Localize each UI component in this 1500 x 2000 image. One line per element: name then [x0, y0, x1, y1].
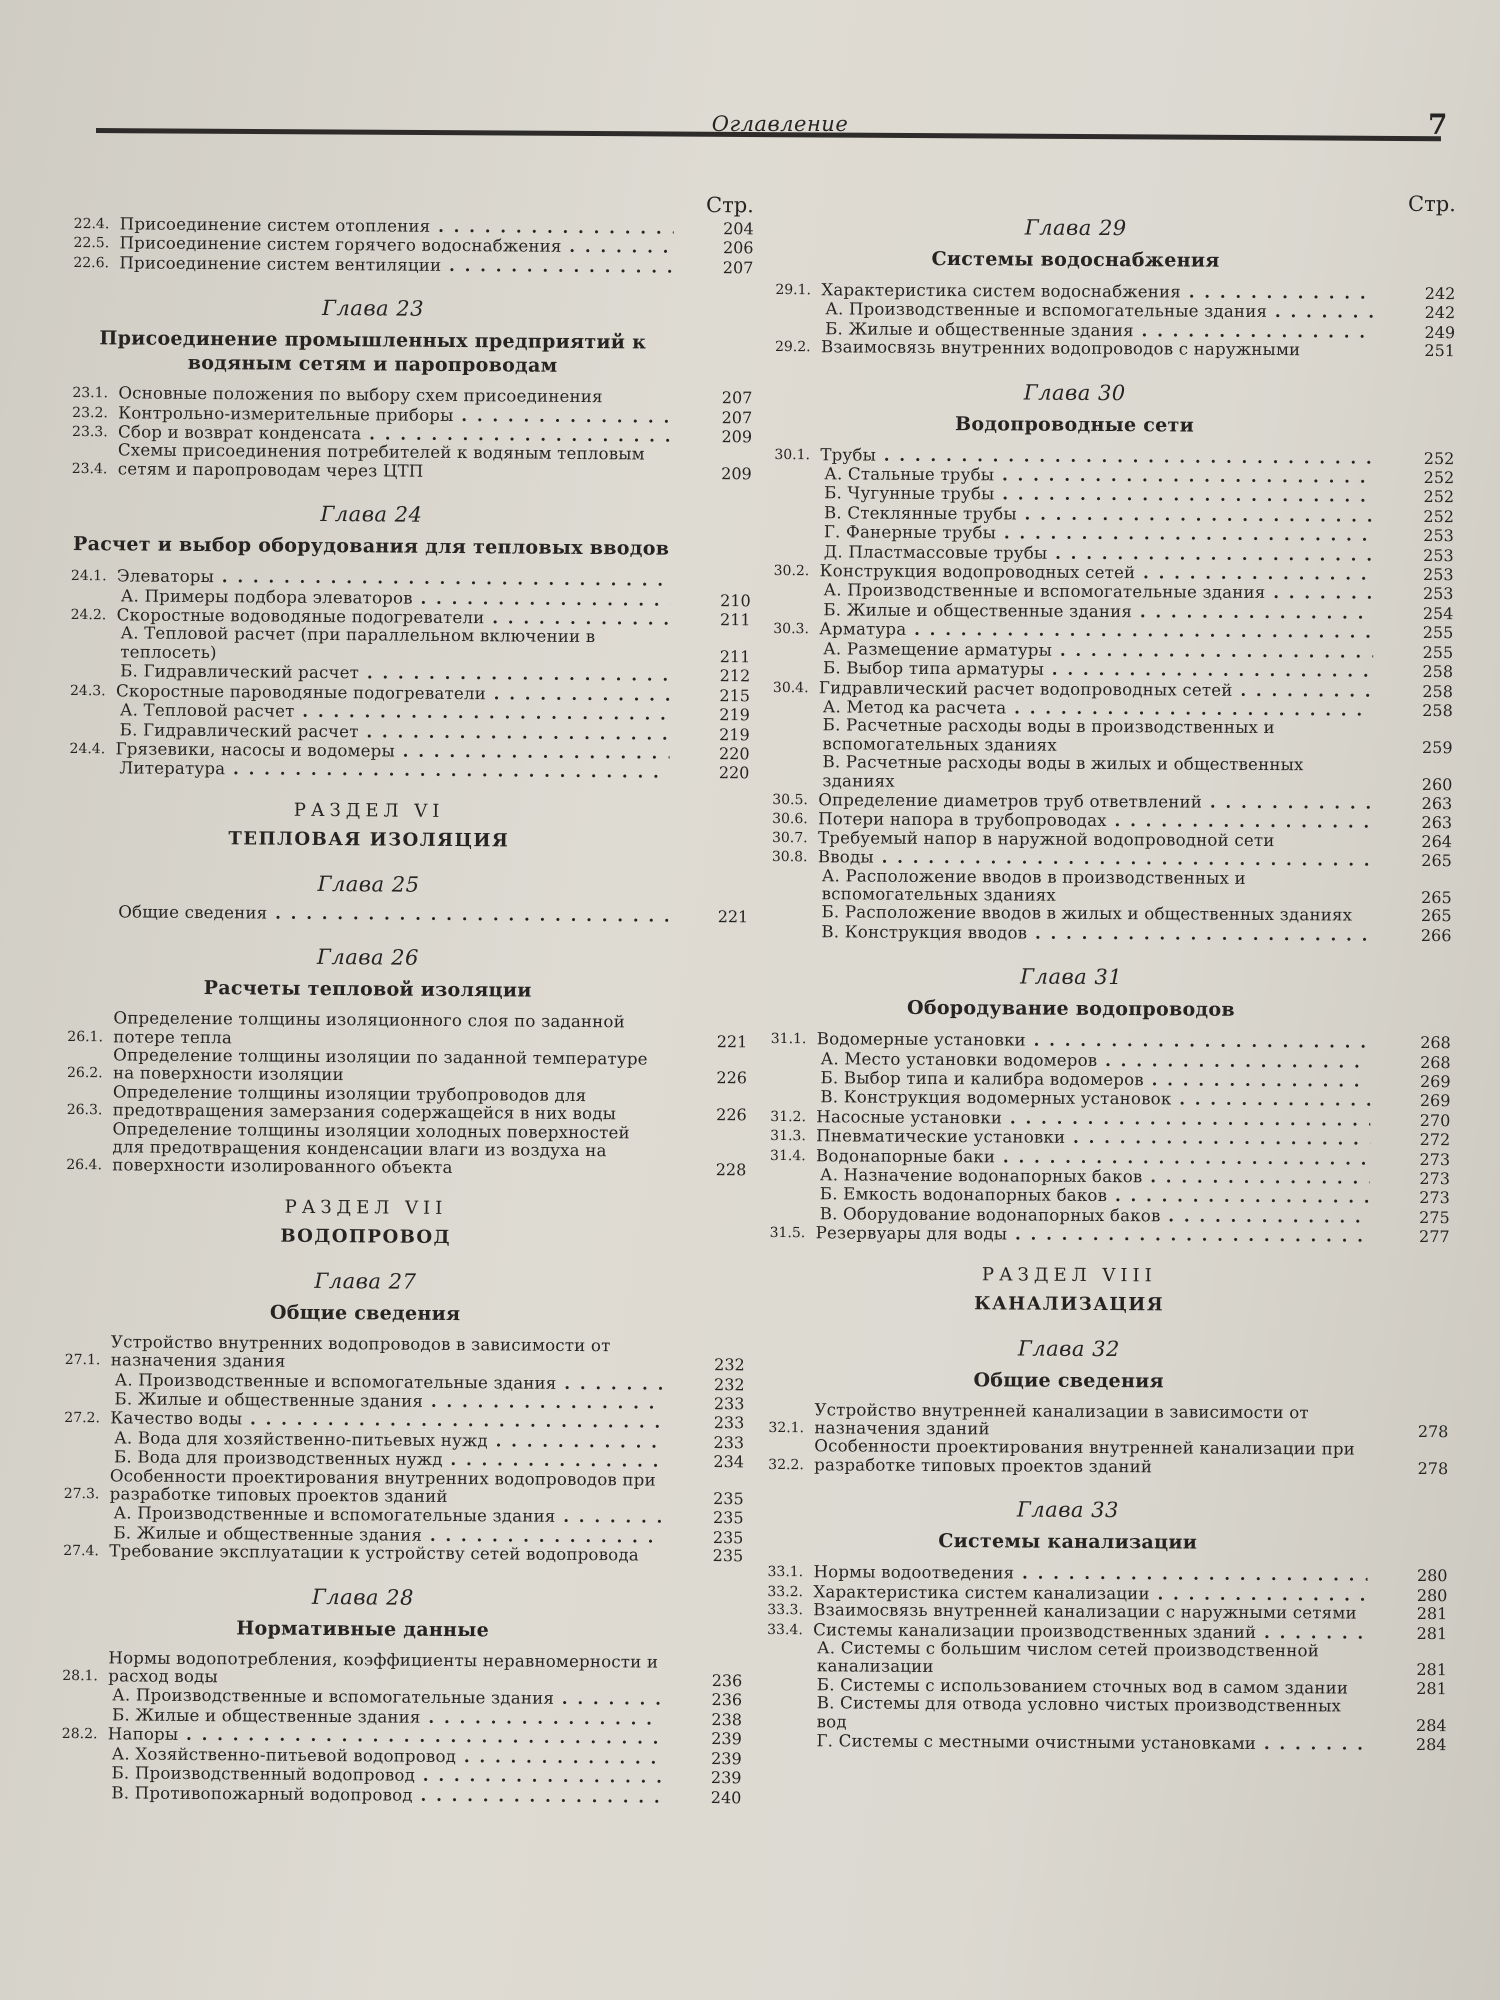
page-column-header: Стр.	[705, 192, 754, 218]
toc-entry-page: 273	[1419, 1168, 1451, 1189]
toc-entry-number: 28.1.	[62, 1668, 98, 1685]
toc-entry-title: В. Конструкция водомерных установок . . .	[820, 1088, 1370, 1111]
toc-entry-title: Присоединение систем вентиляции . . .	[119, 253, 673, 277]
toc-entry	[770, 1223, 1450, 1247]
toc-entry-title: Б. Выбор типа арматуры . . .	[823, 658, 1373, 681]
chapter-33-heading: Глава 33	[1016, 1497, 1119, 1523]
toc-entry-number: 33.4.	[767, 1621, 803, 1638]
toc-entry-page: 263	[1421, 793, 1453, 814]
toc-group-ch28	[61, 1649, 742, 1808]
toc-entry-title: Присоединение систем отопления . . .	[120, 214, 674, 238]
chapter-29-heading: Глава 29	[1024, 215, 1127, 241]
running-head: Оглавление	[711, 112, 849, 136]
toc-entry	[65, 1333, 745, 1375]
toc-entry-title: Качество воды . . .	[110, 1409, 664, 1433]
toc-entry-page: 221	[717, 906, 749, 927]
toc-entry-page: 284	[1416, 1715, 1447, 1735]
toc-entry-number: 28.2.	[61, 1726, 98, 1743]
toc-entry	[66, 1120, 746, 1181]
toc-entry-page: 253	[1423, 545, 1454, 565]
toc-entry-number: 30.4.	[772, 679, 809, 696]
toc-entry-page: 269	[1419, 1071, 1451, 1092]
toc-entry-title: Устройство внутренних водопроводов в зависимости от назначения здания	[110, 1332, 611, 1371]
toc-entry-title: В. Конструкция вводов . . .	[821, 922, 1371, 945]
toc-entry-page: 265	[1420, 906, 1452, 926]
toc-entry	[775, 338, 1455, 361]
toc-entry-page: 252	[1423, 467, 1455, 488]
toc-entry-number: 24.2.	[70, 607, 107, 624]
toc-entry-page: 259	[1421, 737, 1453, 757]
chapter-31-heading: Глава 31	[1020, 964, 1123, 990]
section-6-title: ТЕПЛОВАЯ ИЗОЛЯЦИЯ	[228, 827, 510, 852]
toc-entry-page: 253	[1423, 565, 1454, 585]
toc-entry-title: В. Стеклянные трубы . . .	[824, 503, 1374, 526]
toc-group-ch22	[73, 214, 753, 278]
toc-entry-title: Пневматические установки . . .	[816, 1126, 1370, 1149]
toc-entry	[62, 1649, 742, 1691]
toc-entry-page: 272	[1419, 1130, 1451, 1150]
toc-entry-title: Устройство внутренней канализации в зависимости от назначения зданий	[814, 1399, 1309, 1439]
toc-entry-title: Б. Системы с использованием сточных вод в самом здании	[816, 1674, 1349, 1698]
toc-group-ch26	[66, 1009, 747, 1180]
chapter-32-title: Общие сведения	[973, 1368, 1164, 1393]
toc-entry-page: 273	[1419, 1188, 1450, 1208]
toc-entry-page: 210	[720, 590, 751, 610]
toc-entry-page: 249	[1424, 322, 1456, 342]
toc-entry-number: 32.1.	[768, 1420, 805, 1437]
toc-entry-title: А. Тепловой расчет . . .	[120, 700, 670, 724]
toc-entry-page: 211	[719, 610, 751, 630]
chapter-28-title: Нормативные данные	[236, 1616, 490, 1641]
toc-entry-page: 207	[721, 388, 753, 408]
section-8-heading: РАЗДЕЛ VIII	[981, 1263, 1157, 1287]
toc-entry-title: А. Системы с большим числом сетей производственной канализации	[816, 1638, 1320, 1677]
toc-entry-title: Литература . . .	[119, 759, 669, 783]
toc-entry-number: 26.3.	[66, 1102, 103, 1119]
toc-group-ch27	[63, 1333, 745, 1566]
toc-entry	[772, 753, 1452, 794]
chapter-33-title: Системы канализации	[938, 1530, 1198, 1554]
toc-entry-number: 31.5.	[769, 1225, 806, 1242]
toc-entry-page: 284	[1415, 1734, 1447, 1755]
toc-entry-page: 260	[1421, 774, 1453, 794]
toc-entry-page: 281	[1416, 1623, 1448, 1643]
toc-entry-title: Напоры . . .	[108, 1725, 662, 1749]
chapter-23-heading: Глава 23	[321, 296, 425, 321]
toc-entry-number: 30.3.	[773, 621, 809, 638]
toc-entry-number: 27.1.	[64, 1352, 101, 1369]
toc-entry-page: 232	[714, 1355, 745, 1375]
toc-group-ch23	[72, 384, 753, 483]
toc-entry-page: 277	[1418, 1227, 1450, 1247]
toc-entry-title: Арматура . . .	[819, 620, 1373, 643]
toc-group-ch33	[766, 1562, 1447, 1754]
toc-entry-number: 26.1.	[67, 1028, 104, 1045]
toc-entry-page: 263	[1421, 813, 1453, 833]
toc-entry-title: Водонапорные баки . . .	[816, 1146, 1370, 1169]
toc-entry-title: Нормы водоотведения . . .	[813, 1563, 1367, 1586]
toc-entry-page: 273	[1419, 1149, 1451, 1169]
toc-entry	[768, 1401, 1448, 1442]
toc-entry-page: 235	[713, 1489, 744, 1509]
toc-entry-title: А. Хозяйственно-питьевой водопровод . . .	[112, 1744, 662, 1768]
toc-entry-page: 265	[1421, 887, 1452, 908]
toc-entry-title: А. Место установки водомеров . . .	[821, 1049, 1371, 1072]
chapter-23-title: Присоединение промышленных предприятий к водяным сетям и паропроводам	[99, 327, 647, 378]
toc-entry-title: А. Вода для хозяйственно-питьевых нужд . . .	[114, 1428, 664, 1452]
toc-entry-page: 232	[713, 1374, 745, 1394]
section-7-heading: РАЗДЕЛ VII	[284, 1196, 448, 1219]
toc-entry-page: 255	[1422, 642, 1454, 662]
chapter-27-title: Общие сведения	[269, 1301, 461, 1325]
toc-entry-page: 228	[715, 1160, 747, 1180]
toc-entry-title: Резервуары для воды . . .	[816, 1224, 1370, 1247]
toc-entry-title: В. Системы для отвода условно чистых производственных вод	[816, 1693, 1342, 1731]
toc-entry-page: 207	[721, 407, 753, 427]
section-7-title: ВОДОПРОВОД	[280, 1225, 452, 1248]
chapter-30-title: Водопроводные сети	[954, 412, 1195, 437]
toc-entry-number: 22.5.	[73, 235, 110, 252]
toc-entry-page: 254	[1422, 603, 1454, 624]
toc-entry	[766, 1731, 1446, 1755]
toc-entry-page: 236	[711, 1690, 743, 1710]
toc-entry-page: 233	[713, 1432, 745, 1453]
toc-entry	[768, 1437, 1448, 1478]
toc-entry-title: А. Примеры подбора элеваторов . . .	[121, 586, 671, 610]
toc-entry-page: 270	[1419, 1110, 1451, 1130]
chapter-31-title: Обородувание водопроводов	[906, 997, 1235, 1022]
chapter-29-title: Системы водоснабжения	[931, 247, 1220, 272]
toc-entry-number: 29.2.	[774, 339, 811, 356]
toc-entry-title: Нормы водопотребления, коэффициенты неравномерности и расход воды	[108, 1647, 659, 1687]
toc-entry	[73, 253, 753, 278]
toc-entry-title: Грязевики, насосы и водомеры . . .	[116, 739, 670, 763]
toc-entry-number: 30.5.	[772, 791, 808, 809]
toc-entry-title: А. Метод ка расчета . . .	[823, 697, 1373, 720]
page-column-header: Стр.	[1408, 191, 1456, 217]
toc-entry-page: 258	[1422, 700, 1453, 721]
toc-entry-page: 207	[722, 257, 754, 278]
toc-entry-page: 221	[716, 1031, 748, 1051]
toc-group-ch29	[775, 280, 1455, 361]
toc-entry-title: Определение толщины изоляции по заданной температуре на поверхности изоляции	[112, 1045, 648, 1085]
toc-group-ch30	[771, 445, 1454, 946]
toc-entry-title: Б. Жилые и общественные здания . . .	[825, 319, 1375, 342]
section-6-heading: РАЗДЕЛ VI	[293, 799, 445, 822]
toc-entry-title: А. Тепловой расчет (при параллельном включении в теплосеть)	[120, 623, 596, 663]
toc-entry-page: 251	[1424, 341, 1456, 361]
toc-entry-title: Б. Выбор типа и калибра водомеров . . .	[820, 1068, 1370, 1091]
toc-entry-title: Б. Расчетные расходы воды в производственных и вспомогательных зданиях	[822, 715, 1275, 755]
toc-entry-title: Характеристика систем водоснабжения . . .	[821, 280, 1375, 303]
toc-entry-title: Вводы . . .	[818, 847, 1372, 870]
chapter-24-title: Расчет и выбор оборудования для тепловых вводов	[73, 533, 670, 560]
toc-entry-title: В. Расчетные расходы воды в жилых и общественных зданиях	[822, 752, 1304, 791]
chapter-24-heading: Глава 24	[320, 502, 423, 527]
toc-entry-page: 234	[713, 1452, 745, 1472]
toc-entry-title: Контрольно-измерительные приборы . . .	[118, 403, 672, 427]
toc-entry-page: 253	[1423, 526, 1454, 546]
toc-entry-number: 31.4.	[770, 1147, 806, 1164]
toc-entry-title: Б. Емкость водонапорных баков . . .	[820, 1185, 1370, 1208]
toc-entry-page: 212	[719, 666, 751, 686]
chapter-30-heading: Глава 30	[1023, 380, 1126, 405]
toc-entry-number: 27.2.	[64, 1410, 101, 1427]
toc-entry-page: 281	[1416, 1660, 1448, 1680]
toc-entry-page: 255	[1422, 623, 1454, 643]
toc-entry-page: 278	[1417, 1422, 1449, 1442]
toc-entry-number: 30.6.	[772, 811, 808, 828]
toc-entry-page: 281	[1416, 1604, 1448, 1624]
toc-entry-title: А. Расположение вводов в производственных и вспомогательных зданиях	[821, 865, 1246, 905]
toc-entry-title: Б. Жилые и общественные здания . . .	[823, 600, 1373, 623]
chapter-25-heading: Глава 25	[317, 871, 420, 897]
toc-entry-page: 226	[716, 1105, 747, 1125]
toc-entry-page: 264	[1421, 831, 1453, 851]
toc-entry-title: Требование эксплуатации к устройству сетей водопровода	[109, 1541, 639, 1565]
toc-entry-title: Д. Пластмассовые трубы . . .	[824, 542, 1374, 565]
toc-entry-page: 239	[710, 1768, 742, 1788]
toc-entry-number: 23.4.	[71, 460, 108, 478]
toc-entry-title: Б. Чугунные трубы . . .	[824, 484, 1374, 507]
toc-entry-number: 31.3.	[770, 1128, 806, 1145]
toc-entry-number: 33.3.	[767, 1602, 803, 1619]
toc-entry-title: В. Противопожарный водопровод . . .	[111, 1783, 661, 1807]
toc-entry-title: А. Производственные и вспомогательные здания . . .	[825, 300, 1375, 323]
toc-entry	[767, 1694, 1447, 1735]
toc-entry-page: 233	[713, 1394, 745, 1414]
chapter-26-heading: Глава 26	[316, 945, 420, 970]
toc-entry-title: Скоростные водоводяные подогреватели . . .	[117, 605, 671, 629]
toc-entry-page: 269	[1419, 1091, 1451, 1111]
toc-entry-number: 23.3.	[72, 424, 108, 441]
chapter-32-heading: Глава 32	[1017, 1336, 1120, 1361]
toc-entry	[68, 902, 748, 927]
toc-entry-title: Характеристика систем канализации . . .	[813, 1582, 1367, 1605]
toc-entry-number: 31.1.	[770, 1031, 807, 1048]
toc-entry-title: Взаимосвязь внутренней канализации с наружными сетями	[813, 1600, 1357, 1623]
toc-entry	[67, 1083, 747, 1125]
toc-entry-page: 242	[1424, 303, 1456, 323]
toc-entry-page: 209	[721, 463, 752, 484]
toc-entry-page: 258	[1422, 662, 1454, 682]
toc-entry-number: 26.4.	[66, 1157, 102, 1174]
toc-entry-title: А. Производственные и вспомогательные здания . . .	[112, 1686, 662, 1710]
toc-entry-number: 33.1.	[767, 1564, 804, 1581]
toc-entry-page: 235	[712, 1527, 744, 1548]
left-column	[61, 186, 754, 1807]
toc-entry-number: 24.4.	[69, 740, 106, 758]
toc-entry-page: 215	[719, 685, 751, 706]
toc-entry-page: 268	[1420, 1033, 1451, 1053]
toc-entry-title: Б. Гидравлический расчет . . .	[120, 662, 670, 686]
toc-group-ch32	[768, 1401, 1448, 1479]
toc-entry-title: Определение толщины изоляции холодных поверхностей для предотвращения конденсации влаги из воздуха на поверхности изолированного объекта	[112, 1118, 630, 1178]
toc-entry-page: 220	[718, 763, 750, 783]
toc-entry	[64, 1467, 744, 1509]
toc-entry-page: 235	[712, 1546, 744, 1566]
toc-entry-number: 29.1.	[775, 281, 812, 299]
toc-entry-title: Б. Гидравлический расчет . . .	[120, 720, 670, 744]
toc-entry-title: Сбор и возврат конденсата . . .	[118, 422, 672, 446]
toc-entry-number: 32.2.	[768, 1456, 804, 1474]
toc-entry-page: 253	[1422, 584, 1454, 604]
toc-entry-title: Водомерные установки . . .	[817, 1029, 1371, 1052]
toc-entry-title: Определение толщины изоляции трубопроводов для предотвращения замерзания содержащейся в них воды	[112, 1082, 617, 1124]
toc-entry-title: Г. Фанерные трубы . . .	[824, 523, 1374, 546]
toc-entry-page: 252	[1423, 506, 1455, 526]
toc-entry-page: 278	[1417, 1458, 1449, 1479]
toc-entry-page: 220	[718, 743, 750, 764]
toc-entry-page: 206	[722, 238, 754, 258]
toc-entry-title: А. Стальные трубы . . .	[824, 464, 1374, 487]
toc-entry-page: 268	[1420, 1052, 1451, 1072]
toc-entry-title: Насосные установки . . .	[816, 1107, 1370, 1130]
toc-entry-page: 219	[719, 705, 750, 725]
toc-entry-title: Скоростные пароводяные подогреватели . . .	[116, 681, 670, 705]
right-column	[766, 186, 1456, 1754]
toc-entry	[70, 624, 750, 666]
section-8-title: КАНАЛИЗАЦИЯ	[974, 1292, 1165, 1316]
toc-entry-title: Взаимосвязь внутренних водопроводов с наружными	[820, 337, 1301, 360]
toc-entry-number: 30.7.	[771, 829, 808, 846]
toc-entry-page: 266	[1420, 925, 1452, 945]
toc-entry-page: 235	[712, 1508, 744, 1528]
toc-entry-title: А. Производственные и вспомогательные здания . . .	[115, 1370, 665, 1394]
toc-entry-title: А. Размещение арматуры . . .	[823, 639, 1373, 662]
toc-entry-page: 204	[723, 219, 754, 239]
toc-entry-title: Особенности проектирования внутренней канализации при разработке типовых проектов зданий	[814, 1436, 1356, 1477]
toc-entry-title: Б. Жилые и общественные здания . . .	[114, 1389, 664, 1413]
toc-entry-page: 211	[719, 646, 751, 667]
toc-entry-title: Б. Производственный водопровод . . .	[111, 1763, 661, 1787]
toc-entry-page: 239	[711, 1748, 742, 1768]
toc-entry	[773, 716, 1453, 757]
toc-entry-page: 242	[1424, 283, 1456, 304]
toc-entry-page: 280	[1416, 1585, 1448, 1605]
toc-entry-page: 252	[1423, 487, 1455, 507]
toc-entry-title: Элеваторы . . .	[117, 567, 671, 591]
toc-entry-title: Определение толщины изоляционного слоя по заданной потере тепла	[113, 1008, 626, 1047]
toc-entry-title: Определение диаметров труб ответвлений . . .	[818, 790, 1372, 813]
toc-entry-title: Общие сведения . . .	[118, 902, 668, 926]
toc-entry-number: 27.3.	[63, 1485, 100, 1503]
toc-entry-number: 23.1.	[72, 385, 109, 402]
toc-entry	[61, 1782, 741, 1807]
toc-group-ch25	[68, 902, 748, 927]
toc-entry-title: Б. Жилые и общественные здания . . .	[113, 1523, 663, 1547]
toc-entry-page: 239	[711, 1729, 742, 1749]
toc-entry-page: 226	[716, 1068, 748, 1088]
toc-entry-title: Потери напора в трубопроводах . . .	[818, 810, 1372, 833]
toc-entry-title: Г. Системы с местными очистными установками . . .	[816, 1731, 1366, 1754]
chapter-27-heading: Глава 27	[314, 1268, 417, 1294]
toc-entry-page: 265	[1421, 851, 1452, 871]
toc-entry	[772, 867, 1452, 908]
toc-entry-number: 22.4.	[73, 215, 110, 233]
chapter-26-title: Расчеты тепловой изоляции	[203, 977, 532, 1002]
toc-entry-title: А. Назначение водонапорных баков . . .	[820, 1165, 1370, 1188]
toc-entry-title: Гидравлический расчет водопроводных сетей . . .	[819, 678, 1373, 701]
toc-entry-number: 24.3.	[69, 682, 106, 699]
toc-entry-page: 281	[1416, 1678, 1447, 1698]
toc-entry-title: Б. Расположение вводов в жилых и общественных зданиях	[821, 902, 1353, 925]
toc-entry-page: 275	[1419, 1207, 1450, 1227]
toc-entry	[72, 441, 752, 483]
toc-entry-number: 23.2.	[72, 404, 108, 421]
toc-entry-number: 27.4.	[63, 1543, 99, 1560]
toc-entry-title: Схемы присоединения потребителей к водяным тепловым сетям и паропроводам через ЦТП	[117, 440, 645, 481]
toc-entry-number: 26.2.	[66, 1065, 103, 1082]
toc-entry-title: Системы канализации производственных зданий . . .	[813, 1620, 1367, 1643]
toc-entry	[63, 1542, 743, 1566]
toc-entry-page: 252	[1423, 448, 1455, 468]
chapter-28-heading: Глава 28	[311, 1584, 414, 1610]
toc-entry-title: Трубы . . .	[820, 445, 1374, 468]
toc-entry	[767, 1639, 1447, 1680]
toc-entry-page: 240	[710, 1787, 742, 1807]
toc-entry-page: 238	[711, 1709, 743, 1730]
toc-entry	[69, 758, 749, 783]
toc-entry-number: 24.1.	[70, 568, 107, 585]
toc-entry-title: Особенности проектирования внутренних водопроводов при разработке типовых проектов зданий	[109, 1465, 656, 1507]
toc-entry	[67, 1046, 747, 1088]
toc-group-ch24	[69, 566, 751, 783]
toc-entry-title: В. Оборудование водонапорных баков . . .	[820, 1204, 1370, 1227]
toc-entry-title: А. Производственные и вспомогательные здания . . .	[113, 1504, 663, 1528]
toc-entry-title: Присоединение систем горячего водоснабжения . . .	[119, 234, 673, 258]
toc-entry	[771, 922, 1451, 946]
toc-group-ch31	[770, 1029, 1451, 1247]
toc-entry-title: Основные положения по выбору схем присоединения	[118, 383, 603, 407]
toc-entry-number: 30.1.	[774, 446, 811, 463]
toc-entry-page: 236	[711, 1671, 743, 1691]
toc-entry-page: 258	[1422, 681, 1453, 701]
toc-entry-number: 33.2.	[767, 1583, 804, 1600]
toc-entry-number: 31.2.	[770, 1108, 806, 1126]
toc-entry-page: 219	[719, 724, 750, 744]
toc-entry-title: Б. Вода для производственных нужд . . .	[114, 1448, 664, 1472]
toc-entry-title: Конструкция водопроводных сетей . . .	[820, 561, 1374, 584]
toc-entry-number: 30.8.	[771, 849, 808, 866]
toc-entry-number: 30.2.	[773, 563, 810, 580]
toc-entry-page: 233	[713, 1413, 745, 1433]
toc-entry-page: 280	[1416, 1566, 1448, 1586]
toc-entry-page: 209	[721, 427, 753, 447]
toc-entry-title: Требуемый напор в наружной водопроводной сети	[817, 828, 1275, 850]
toc-entry-number: 22.6.	[73, 254, 110, 272]
toc-entry-title: Б. Жилые и общественные здания . . .	[112, 1705, 662, 1729]
page-number: 7	[1428, 108, 1448, 141]
toc-entry-title: А. Производственные и вспомогательные здания . . .	[823, 581, 1373, 604]
